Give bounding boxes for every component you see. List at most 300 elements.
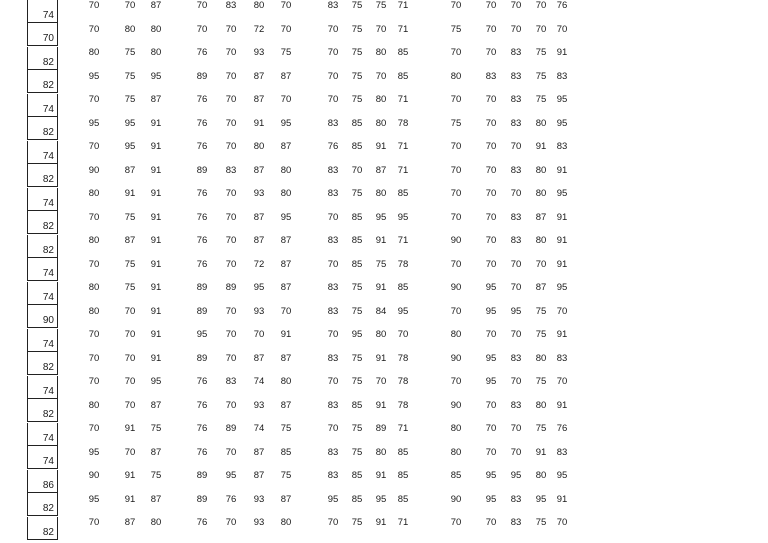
score-value: 95 <box>485 376 497 387</box>
score-value: 91 <box>150 141 162 152</box>
score-value: 91 <box>375 470 387 481</box>
score-value: 70 <box>510 446 522 458</box>
score-value: 95 <box>327 493 339 505</box>
score-value: 71 <box>397 517 409 528</box>
score-value: 71 <box>397 23 409 35</box>
score-row <box>0 282 768 294</box>
score-value: 70 <box>225 211 237 223</box>
score-value: 70 <box>510 141 522 152</box>
side-score-value: 86 <box>42 479 54 491</box>
score-value: 83 <box>327 470 339 481</box>
score-value: 76 <box>196 188 208 199</box>
score-value: 80 <box>253 141 265 152</box>
score-value: 70 <box>124 305 136 317</box>
side-score-value: 74 <box>42 385 54 397</box>
score-value: 70 <box>485 188 497 199</box>
score-value: 70 <box>196 0 208 11</box>
side-score-value: 82 <box>42 503 54 514</box>
score-value: 75 <box>280 423 292 434</box>
score-value: 70 <box>510 282 522 293</box>
score-value: 83 <box>327 164 339 176</box>
score-value: 87 <box>150 0 162 11</box>
score-value: 70 <box>485 399 497 411</box>
side-score-value: 82 <box>42 526 54 538</box>
score-value: 74 <box>253 423 265 434</box>
score-value: 85 <box>351 141 363 152</box>
score-value: 80 <box>280 376 292 387</box>
score-value: 95 <box>88 117 100 129</box>
score-value: 70 <box>225 305 237 317</box>
side-score-value: 74 <box>42 268 54 279</box>
score-value: 87 <box>150 446 162 458</box>
score-value: 75 <box>351 305 363 317</box>
score-value: 80 <box>375 188 387 199</box>
score-value: 78 <box>397 258 409 270</box>
score-value: 70 <box>450 0 462 11</box>
score-value: 80 <box>535 117 547 129</box>
score-value: 76 <box>196 117 208 129</box>
score-value: 70 <box>225 235 237 246</box>
score-value: 87 <box>253 352 265 364</box>
score-value: 74 <box>253 376 265 387</box>
score-value: 70 <box>88 329 100 340</box>
score-value: 83 <box>327 446 339 458</box>
score-value: 70 <box>225 117 237 129</box>
score-value: 91 <box>150 305 162 317</box>
score-value: 87 <box>150 493 162 505</box>
score-value: 75 <box>535 70 547 82</box>
score-value: 75 <box>375 0 387 11</box>
side-score-value: 74 <box>42 9 54 21</box>
side-score-value: 74 <box>42 432 54 444</box>
score-value: 70 <box>450 47 462 58</box>
score-value: 95 <box>556 117 568 129</box>
score-row <box>0 376 768 388</box>
score-value: 75 <box>124 282 136 293</box>
score-value: 80 <box>535 188 547 199</box>
score-value: 70 <box>280 94 292 105</box>
score-value: 80 <box>88 188 100 199</box>
score-value: 70 <box>450 211 462 223</box>
score-value: 95 <box>485 282 497 293</box>
score-value: 91 <box>124 188 136 199</box>
score-value: 90 <box>450 493 462 505</box>
score-value: 85 <box>397 188 409 199</box>
score-value: 90 <box>450 399 462 411</box>
score-value: 91 <box>150 329 162 340</box>
score-value: 80 <box>280 164 292 176</box>
score-value: 70 <box>485 94 497 105</box>
score-value: 83 <box>556 141 568 152</box>
score-value: 89 <box>196 164 208 176</box>
score-value: 95 <box>375 493 387 505</box>
score-value: 91 <box>150 258 162 270</box>
score-value: 95 <box>485 305 497 317</box>
score-value: 91 <box>150 235 162 246</box>
score-value: 95 <box>88 70 100 82</box>
score-value: 91 <box>124 493 136 505</box>
score-value: 75 <box>535 376 547 387</box>
score-value: 95 <box>280 211 292 223</box>
score-value: 70 <box>327 258 339 270</box>
score-value: 95 <box>351 329 363 340</box>
score-value: 87 <box>280 141 292 152</box>
score-value: 91 <box>375 235 387 246</box>
score-value: 91 <box>253 117 265 129</box>
score-value: 95 <box>510 470 522 481</box>
score-value: 70 <box>280 305 292 317</box>
score-value: 75 <box>124 70 136 82</box>
score-value: 87 <box>253 211 265 223</box>
score-value: 83 <box>510 70 522 82</box>
score-value: 91 <box>556 235 568 246</box>
score-value: 70 <box>510 376 522 387</box>
score-value: 83 <box>225 164 237 176</box>
score-value: 90 <box>450 282 462 293</box>
score-value: 91 <box>375 141 387 152</box>
score-value: 87 <box>253 94 265 105</box>
score-value: 70 <box>280 23 292 35</box>
score-value: 70 <box>450 305 462 317</box>
score-value: 80 <box>375 47 387 58</box>
score-value: 89 <box>196 305 208 317</box>
score-value: 91 <box>124 470 136 481</box>
score-value: 70 <box>327 47 339 58</box>
score-value: 91 <box>556 258 568 270</box>
score-value: 70 <box>510 23 522 35</box>
score-value: 75 <box>535 305 547 317</box>
score-value: 70 <box>450 188 462 199</box>
score-value: 80 <box>150 517 162 528</box>
score-row <box>0 118 768 130</box>
score-value: 91 <box>556 493 568 505</box>
score-row <box>0 259 768 271</box>
score-value: 75 <box>280 47 292 58</box>
score-value: 87 <box>253 446 265 458</box>
score-value: 75 <box>535 423 547 434</box>
score-value: 75 <box>535 47 547 58</box>
score-value: 80 <box>375 94 387 105</box>
score-value: 70 <box>450 141 462 152</box>
score-value: 87 <box>150 94 162 105</box>
score-value: 80 <box>450 329 462 340</box>
score-value: 70 <box>124 0 136 11</box>
score-value: 70 <box>225 517 237 528</box>
score-value: 95 <box>397 305 409 317</box>
score-value: 76 <box>196 47 208 58</box>
score-value: 80 <box>375 446 387 458</box>
score-value: 76 <box>196 423 208 434</box>
score-value: 91 <box>375 352 387 364</box>
score-value: 87 <box>280 70 292 82</box>
score-value: 70 <box>225 47 237 58</box>
score-value: 93 <box>253 188 265 199</box>
score-value: 70 <box>327 94 339 105</box>
side-score-value: 74 <box>42 103 54 115</box>
score-value: 76 <box>327 141 339 152</box>
score-value: 80 <box>88 47 100 58</box>
score-value: 83 <box>510 211 522 223</box>
score-value: 89 <box>225 423 237 434</box>
score-value: 87 <box>253 70 265 82</box>
score-value: 87 <box>253 470 265 481</box>
score-value: 89 <box>196 70 208 82</box>
score-value: 70 <box>88 376 100 387</box>
score-value: 70 <box>225 258 237 270</box>
score-value: 91 <box>150 352 162 364</box>
score-row <box>0 423 768 435</box>
score-value: 75 <box>450 23 462 35</box>
score-value: 80 <box>280 517 292 528</box>
score-value: 70 <box>535 0 547 11</box>
score-value: 78 <box>397 399 409 411</box>
score-value: 83 <box>327 117 339 129</box>
side-score-value: 82 <box>42 221 54 232</box>
score-value: 75 <box>150 423 162 434</box>
score-value: 70 <box>225 352 237 364</box>
score-value: 89 <box>196 493 208 505</box>
score-row <box>0 306 768 318</box>
score-value: 95 <box>556 470 568 481</box>
score-value: 70 <box>375 23 387 35</box>
score-row <box>0 0 768 12</box>
score-value: 75 <box>351 188 363 199</box>
score-value: 75 <box>351 446 363 458</box>
score-value: 80 <box>88 235 100 246</box>
score-value: 70 <box>327 70 339 82</box>
score-value: 83 <box>327 282 339 293</box>
score-value: 83 <box>510 47 522 58</box>
score-value: 70 <box>510 188 522 199</box>
score-value: 91 <box>150 211 162 223</box>
score-value: 83 <box>556 352 568 364</box>
score-value: 87 <box>375 164 387 176</box>
score-value: 95 <box>124 117 136 129</box>
score-row <box>0 71 768 83</box>
score-value: 70 <box>485 329 497 340</box>
score-value: 70 <box>253 329 265 340</box>
score-value: 95 <box>124 141 136 152</box>
score-row <box>0 470 768 482</box>
score-row <box>0 494 768 506</box>
score-value: 76 <box>196 211 208 223</box>
score-value: 76 <box>196 446 208 458</box>
score-value: 85 <box>397 282 409 293</box>
score-value: 70 <box>510 258 522 270</box>
score-value: 70 <box>485 141 497 152</box>
score-value: 85 <box>351 211 363 223</box>
score-value: 89 <box>375 423 387 434</box>
score-value: 84 <box>375 305 387 317</box>
score-value: 70 <box>124 446 136 458</box>
score-value: 70 <box>485 258 497 270</box>
score-value: 70 <box>225 94 237 105</box>
score-value: 87 <box>535 282 547 293</box>
score-value: 87 <box>280 352 292 364</box>
score-value: 80 <box>535 164 547 176</box>
score-value: 72 <box>253 258 265 270</box>
score-value: 70 <box>327 329 339 340</box>
score-value: 95 <box>280 117 292 129</box>
score-value: 75 <box>450 117 462 129</box>
score-value: 85 <box>397 470 409 481</box>
score-value: 91 <box>556 329 568 340</box>
score-value: 70 <box>450 376 462 387</box>
side-score-value: 74 <box>42 338 54 350</box>
score-value: 75 <box>124 211 136 223</box>
score-value: 70 <box>351 164 363 176</box>
score-row <box>0 188 768 200</box>
score-value: 70 <box>88 0 100 11</box>
score-row <box>0 353 768 365</box>
score-value: 80 <box>88 399 100 411</box>
score-value: 70 <box>485 117 497 129</box>
score-value: 85 <box>397 446 409 458</box>
score-row <box>0 329 768 341</box>
score-value: 75 <box>351 0 363 11</box>
score-value: 70 <box>485 164 497 176</box>
score-value: 78 <box>397 352 409 364</box>
score-value: 91 <box>556 399 568 411</box>
side-score-value: 74 <box>42 291 54 303</box>
score-value: 76 <box>196 94 208 105</box>
score-value: 85 <box>397 47 409 58</box>
score-value: 85 <box>397 70 409 82</box>
score-value: 83 <box>225 376 237 387</box>
score-value: 87 <box>280 235 292 246</box>
score-value: 75 <box>351 352 363 364</box>
score-value: 75 <box>124 94 136 105</box>
score-value: 87 <box>124 164 136 176</box>
score-value: 75 <box>280 470 292 481</box>
score-value: 85 <box>351 493 363 505</box>
score-value: 85 <box>450 470 462 481</box>
score-value: 70 <box>88 517 100 528</box>
score-value: 70 <box>225 70 237 82</box>
score-value: 72 <box>253 23 265 35</box>
side-score-value: 90 <box>42 315 54 326</box>
side-score-value: 82 <box>42 244 54 256</box>
score-value: 83 <box>327 305 339 317</box>
score-value: 71 <box>397 235 409 246</box>
score-value: 83 <box>556 446 568 458</box>
score-value: 95 <box>150 376 162 387</box>
score-value: 78 <box>397 376 409 387</box>
score-value: 80 <box>535 235 547 246</box>
score-value: 87 <box>535 211 547 223</box>
score-value: 75 <box>351 423 363 434</box>
score-value: 89 <box>196 352 208 364</box>
score-value: 76 <box>196 399 208 411</box>
score-value: 76 <box>196 376 208 387</box>
score-value: 87 <box>280 258 292 270</box>
score-value: 70 <box>124 329 136 340</box>
score-value: 83 <box>510 94 522 105</box>
score-value: 70 <box>88 94 100 105</box>
score-value: 70 <box>397 329 409 340</box>
score-value: 91 <box>150 117 162 129</box>
score-value: 85 <box>351 117 363 129</box>
score-value: 91 <box>556 211 568 223</box>
score-value: 70 <box>327 211 339 223</box>
score-value: 90 <box>88 470 100 481</box>
score-value: 91 <box>556 47 568 58</box>
score-value: 75 <box>535 94 547 105</box>
score-row <box>0 400 768 412</box>
score-value: 91 <box>124 423 136 434</box>
side-score-value: 82 <box>42 409 54 420</box>
score-value: 71 <box>397 0 409 11</box>
score-value: 80 <box>535 352 547 364</box>
score-value: 75 <box>535 517 547 528</box>
score-value: 80 <box>450 70 462 82</box>
side-score-value: 74 <box>42 150 54 162</box>
score-row <box>0 94 768 106</box>
score-value: 70 <box>510 423 522 434</box>
score-value: 70 <box>327 423 339 434</box>
score-value: 95 <box>397 211 409 223</box>
score-value: 87 <box>280 282 292 293</box>
score-value: 76 <box>196 517 208 528</box>
score-value: 95 <box>556 94 568 105</box>
score-value: 83 <box>510 352 522 364</box>
score-value: 83 <box>327 399 339 411</box>
score-value: 76 <box>196 141 208 152</box>
score-value: 75 <box>351 376 363 387</box>
score-value: 70 <box>375 376 387 387</box>
score-value: 70 <box>485 446 497 458</box>
score-row <box>0 517 768 529</box>
score-value: 70 <box>225 399 237 411</box>
score-value: 93 <box>253 517 265 528</box>
score-value: 75 <box>351 47 363 58</box>
side-score-value: 82 <box>42 174 54 185</box>
score-value: 95 <box>150 70 162 82</box>
score-value: 91 <box>556 164 568 176</box>
score-value: 85 <box>351 235 363 246</box>
score-value: 83 <box>510 117 522 129</box>
score-value: 91 <box>150 164 162 176</box>
score-value: 70 <box>485 235 497 246</box>
score-value: 95 <box>535 493 547 505</box>
score-value: 85 <box>351 258 363 270</box>
score-value: 70 <box>124 399 136 411</box>
score-value: 70 <box>450 94 462 105</box>
score-value: 89 <box>196 282 208 293</box>
score-value: 83 <box>327 235 339 246</box>
score-value: 87 <box>150 399 162 411</box>
score-value: 85 <box>351 470 363 481</box>
score-value: 80 <box>124 23 136 35</box>
score-value: 95 <box>510 305 522 317</box>
score-value: 70 <box>375 70 387 82</box>
score-value: 75 <box>150 470 162 481</box>
score-value: 83 <box>556 70 568 82</box>
side-score-value: 82 <box>42 80 54 91</box>
score-value: 95 <box>196 329 208 340</box>
score-value: 93 <box>253 47 265 58</box>
score-value: 70 <box>327 376 339 387</box>
score-value: 91 <box>535 446 547 458</box>
score-value: 80 <box>150 23 162 35</box>
side-score-value: 82 <box>42 127 54 138</box>
score-value: 75 <box>535 329 547 340</box>
score-value: 95 <box>485 352 497 364</box>
score-value: 70 <box>485 47 497 58</box>
score-value: 83 <box>510 517 522 528</box>
score-value: 89 <box>225 282 237 293</box>
score-value: 70 <box>556 305 568 317</box>
